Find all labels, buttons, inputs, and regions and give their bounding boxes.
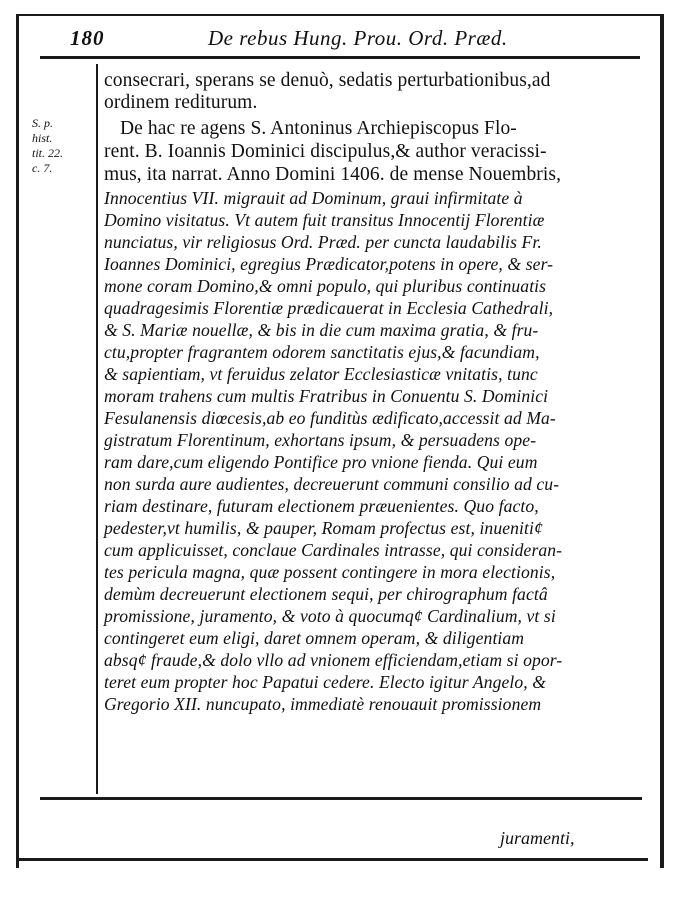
- text-line: Domino visitatus. Vt autem fuit transitus Innocentij Florentiæ: [104, 210, 545, 230]
- margin-note-line: tit. 22.: [32, 146, 64, 160]
- text-line: mus, ita narrat. Anno Domini 1406. de mense Nouembris,: [104, 164, 562, 185]
- text-line: riam destinare, futuram electionem præuenientes. Quo facto,: [104, 496, 539, 516]
- text-line: consecrari, sperans se denuò, sedatis perturbationibus,ad: [104, 70, 551, 91]
- text-line: nunciatus, vir religiosus Ord. Præd. per cuncta laudabilis Fr.: [104, 232, 542, 252]
- text-line: Fesulanensis diœcesis,ab eo funditùs ædificato,accessit ad Ma-: [104, 408, 556, 428]
- text-line: cum applicuisset, conclaue Cardinales intrasse, qui consideran-: [104, 540, 563, 560]
- margin-note-line: c. 7.: [32, 161, 53, 175]
- bottom-rule: [40, 797, 642, 800]
- catchword: juramenti,: [500, 828, 575, 848]
- text-line: & S. Mariæ nouellæ, & bis in die cum maxima gratia, & fru-: [104, 320, 539, 340]
- margin-note-line: S. p.: [32, 116, 53, 130]
- margin-note: [32, 116, 88, 176]
- text-line: moram trahens cum multis Fratribus in Conuentu S. Dominici: [104, 386, 549, 406]
- running-title: De rebus Hung. Prou. Ord. Præd.: [208, 26, 508, 50]
- margin-note-line: hist.: [32, 131, 53, 145]
- text-line: absq¢ fraude,& dolo vllo ad vnionem efficiendam,etiam si opor-: [104, 650, 563, 670]
- text-line: ram dare,cum eligendo Pontifice pro vnione fienda. Qui eum: [104, 452, 538, 472]
- text-line: gistratum Florentinum, exhortans ipsum, & persuadens ope-: [104, 430, 537, 450]
- text-line: quadragesimis Florentiæ prædicauerat in Ecclesia Cathedrali,: [104, 298, 554, 318]
- header-rule: [40, 56, 640, 59]
- text-line: Gregorio XII. nuncupato, immediatè renouauit promissionem: [104, 694, 542, 714]
- page-number: 180: [70, 26, 105, 50]
- text-line: Ioannes Dominici, egregius Prædicator,potens in opere, & ser-: [104, 254, 554, 274]
- text-line: non surda aure audientes, decreuerunt communi consilio ad cu-: [104, 474, 560, 494]
- text-line: tes pericula magna, quæ possent contingere in mora electionis,: [104, 562, 556, 582]
- text-line: mone coram Domino,& omni populo, qui pluribus continuatis: [104, 276, 547, 296]
- text-line: ctu,propter fragrantem odorem sanctitatis ejus,& facundiam,: [104, 342, 540, 362]
- text-line: & sapientiam, vt feruidus zelator Ecclesiasticæ vnitatis, tunc: [104, 364, 538, 384]
- text-line: promissione, juramento, & voto à quocumq¢ Cardinalium, vt si: [104, 606, 556, 626]
- page-bottom-rule: [16, 858, 648, 861]
- text-line: ordinem rediturum.: [104, 92, 258, 113]
- text-line: Innocentius VII. migrauit ad Dominum, graui infirmitate à: [104, 188, 523, 208]
- running-header: [40, 26, 640, 54]
- text-column: [96, 64, 644, 794]
- text-line: De hac re agens S. Antoninus Archiepiscopus Flo-: [120, 118, 517, 139]
- text-line: contingeret eum eligi, daret omnem operam, & diligentiam: [104, 628, 525, 648]
- text-line: pedester,vt humilis, & pauper, Romam profectus est, inueniti¢: [104, 518, 543, 538]
- text-line: demùm decreuerunt electionem sequi, per chirographum factâ: [104, 584, 548, 604]
- text-line: rent. B. Ioannis Dominici discipulus,& author veracissi-: [104, 141, 547, 162]
- text-line: teret eum propter hoc Papatui cedere. Electo igitur Angelo, &: [104, 672, 547, 692]
